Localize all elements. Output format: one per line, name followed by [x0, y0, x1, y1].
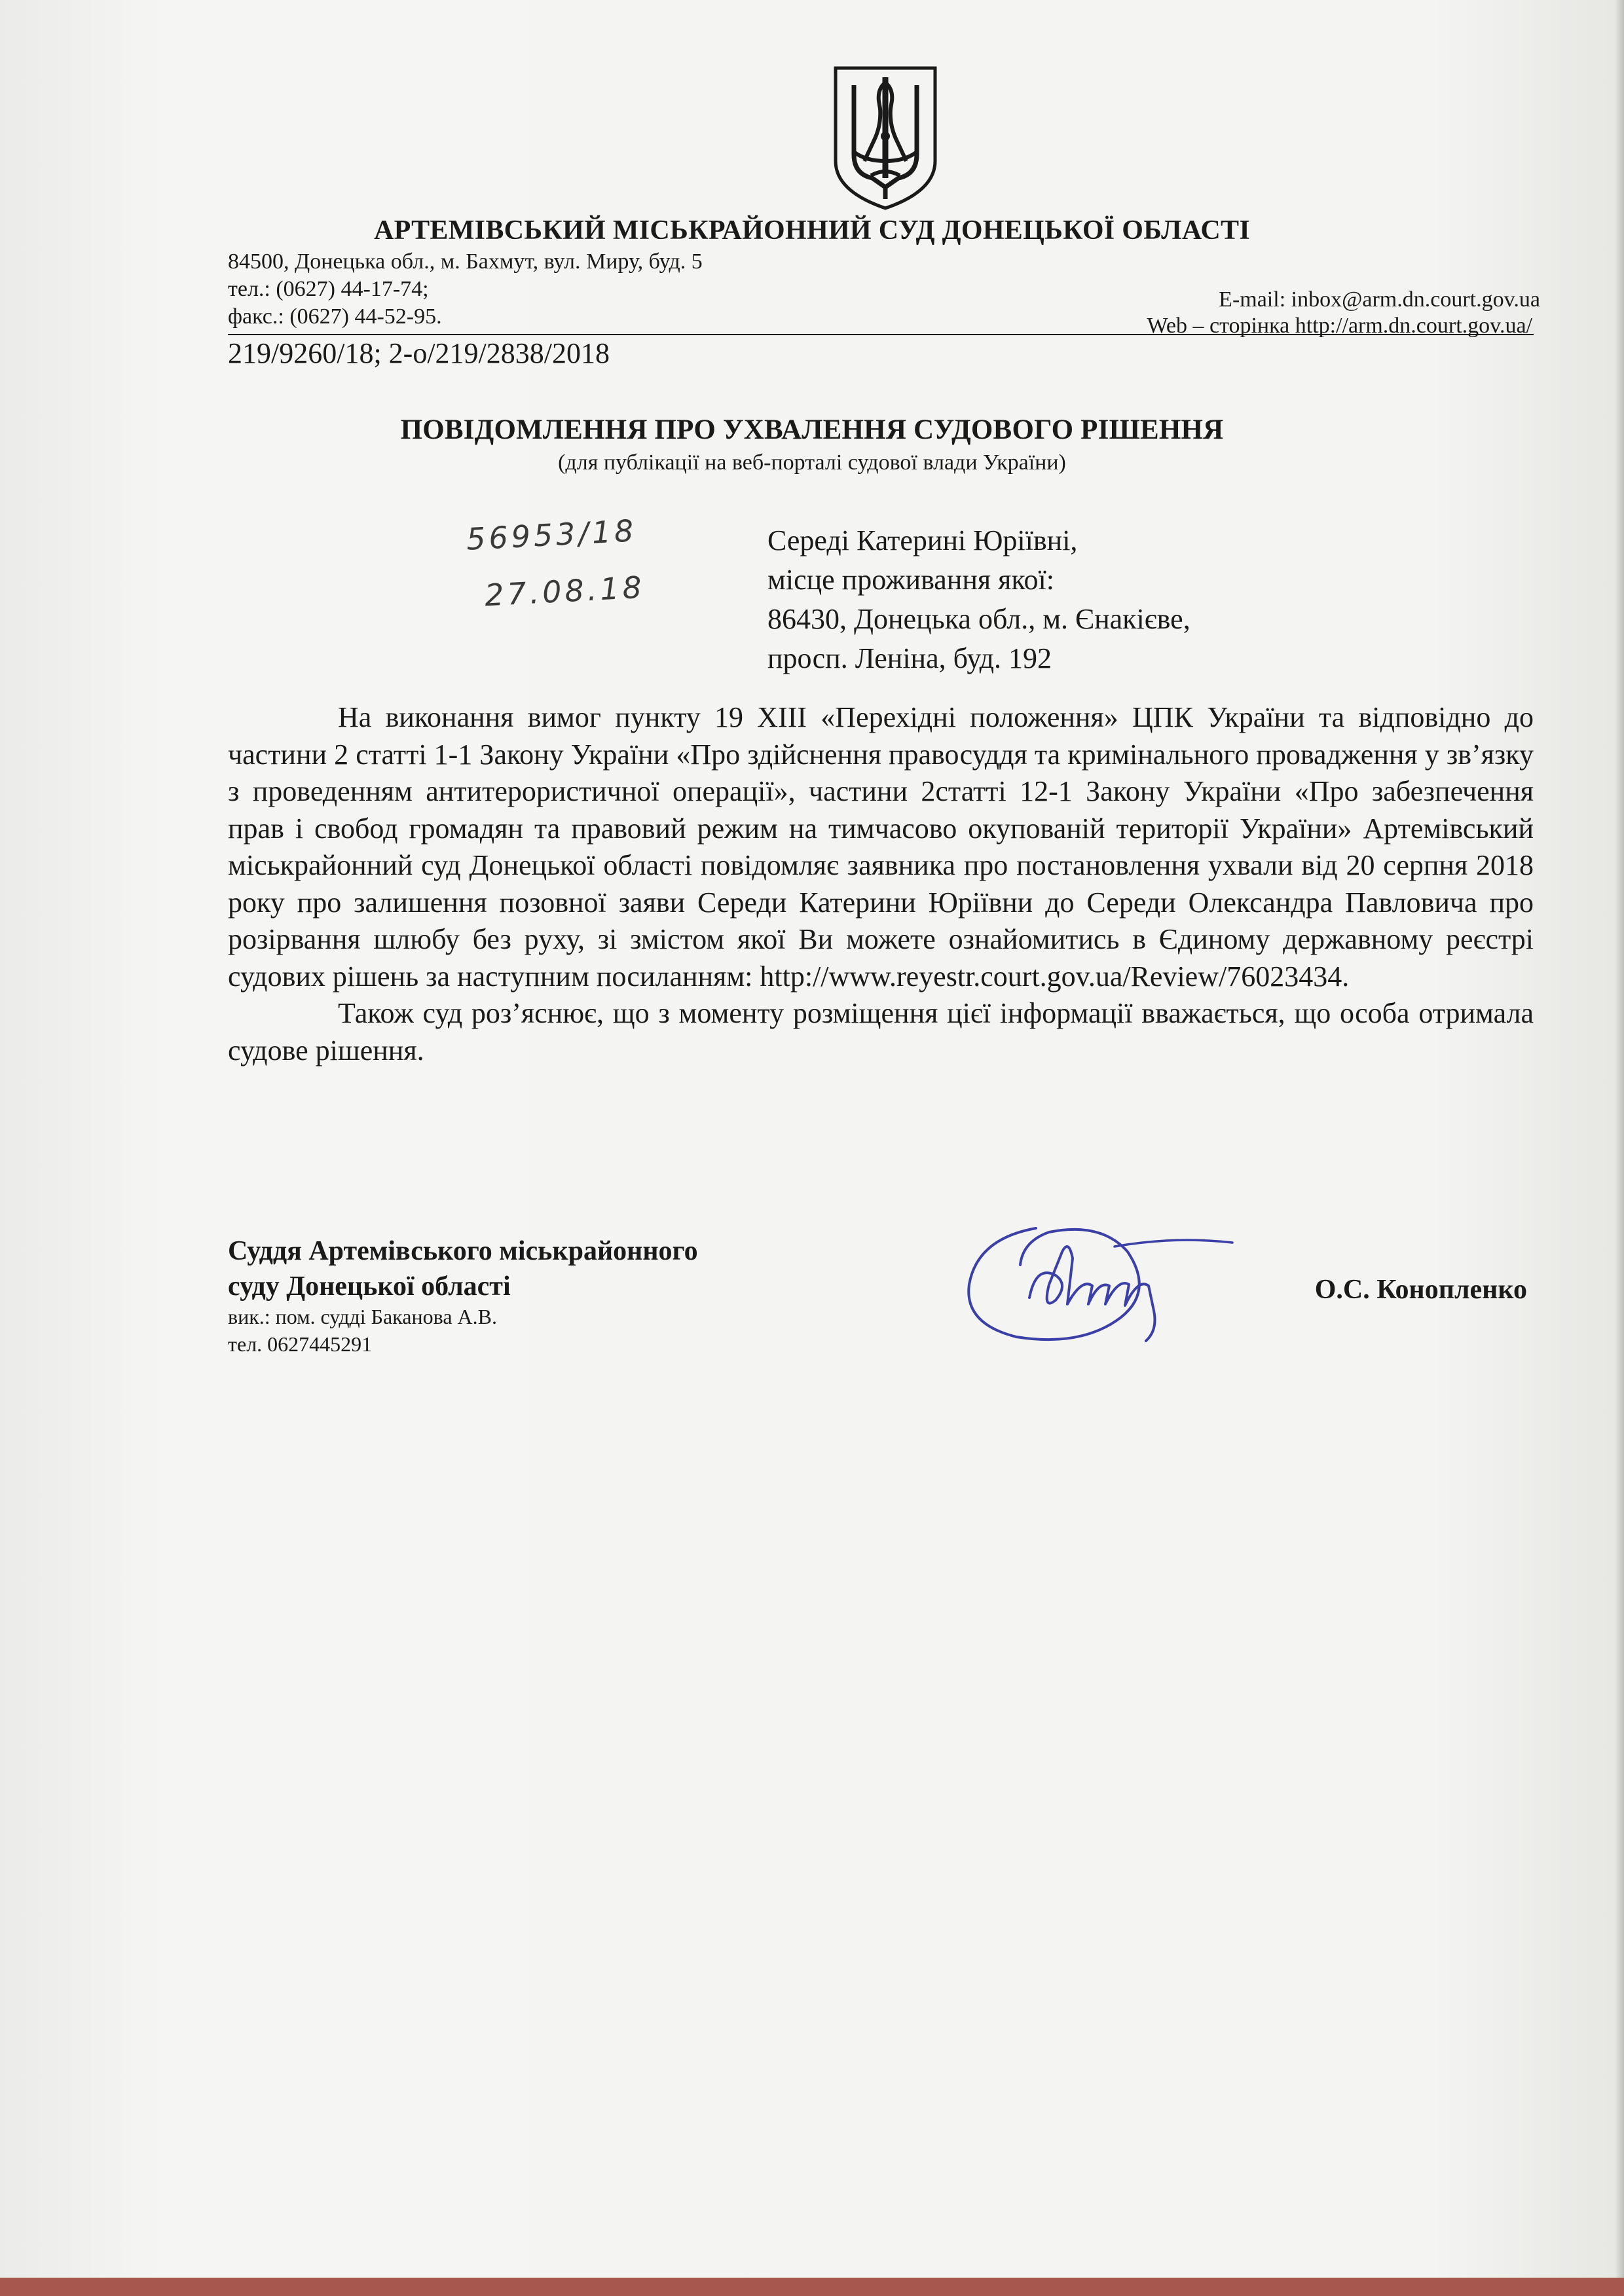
recipient-residence-label: місце проживання якої: — [767, 564, 1054, 596]
notice-body — [228, 699, 1534, 1069]
case-reference: 219/9260/18; 2-о/219/2838/2018 — [228, 337, 610, 369]
judge-name: О.С. Конопленко — [1314, 1275, 1527, 1305]
document-subtitle: (для публікації на веб-порталі судової влади України) — [558, 450, 1066, 475]
executor-info — [228, 1303, 497, 1358]
document-title: ПОВІДОМЛЕННЯ ПРО УХВАЛЕННЯ СУДОВОГО РІШЕННЯ — [400, 414, 1224, 445]
recipient-city: 86430, Донецька обл., м. Єнакієве, — [767, 603, 1190, 635]
court-email: E-mail: inbox@arm.dn.court.gov.ua — [1219, 287, 1540, 312]
court-phone: тел.: (0627) 44-17-74; — [228, 277, 429, 301]
court-fax: факс.: (0627) 44-52-95. — [228, 304, 442, 329]
coat-of-arms-icon — [830, 63, 940, 213]
recipient-block — [767, 521, 1190, 678]
court-name: АРТЕМІВСЬКИЙ МІСЬКРАЙОННИЙ СУД ДОНЕЦЬКОЇ ОБЛАСТІ — [374, 215, 1250, 246]
handwritten-signature — [957, 1212, 1259, 1343]
body-paragraph: Також суд роз’яснює, що з моменту розміщення цієї інформації вважається, що особа отримала судове рішення. — [228, 997, 1534, 1066]
handwritten-registration-number: 56953/18 — [465, 513, 638, 557]
executor-phone: тел. 0627445291 — [228, 1332, 373, 1356]
signer-position-line: суду Донецької області — [228, 1271, 511, 1302]
signer-position-line: Суддя Артемівського міськрайонного — [228, 1236, 698, 1266]
scan-edge-shadow — [1615, 0, 1624, 2278]
court-address: 84500, Донецька обл., м. Бахмут, вул. Миру, буд. 5 — [228, 249, 703, 274]
scan-bottom-edge — [0, 2278, 1624, 2296]
signer-position — [228, 1233, 698, 1304]
recipient-street: просп. Леніна, буд. 192 — [767, 642, 1052, 674]
handwritten-registration-date: 27.08.18 — [483, 569, 646, 613]
recipient-name: Середі Катерині Юріївні, — [767, 524, 1078, 556]
body-paragraph: На виконання вимог пункту 19 XIII «Перехідні положення» ЦПК України та відповідно до частини 2 статті 1-1 Закону України «Про здійснення правосуддя та кримінального провадження у зв’язку з проведенням антитерористичної операції», частини 2статті 12-1 Закону України «Про забезпечення прав і свобод громадян та правовий режим на тимчасово окупованій території України» Артемівський міськрайонний суд Донецької області повідомляє заявника про постановлення ухвали від 20 серпня 2018 року про залишення позовної заяви Середи Катерини Юріївни до Середи Олександра Павловича про розірвання шлюбу без руху, зі змістом якої Ви можете ознайомитись в Єдиному державному реєстрі судових рішень за наступним посиланням: http://www.reyestr.court.gov.ua/Review/76023434. — [228, 701, 1534, 993]
court-website: Web – сторінка http://arm.dn.court.gov.ua/ — [1147, 314, 1532, 338]
executor-name: вик.: пом. судді Баканова А.В. — [228, 1305, 497, 1328]
